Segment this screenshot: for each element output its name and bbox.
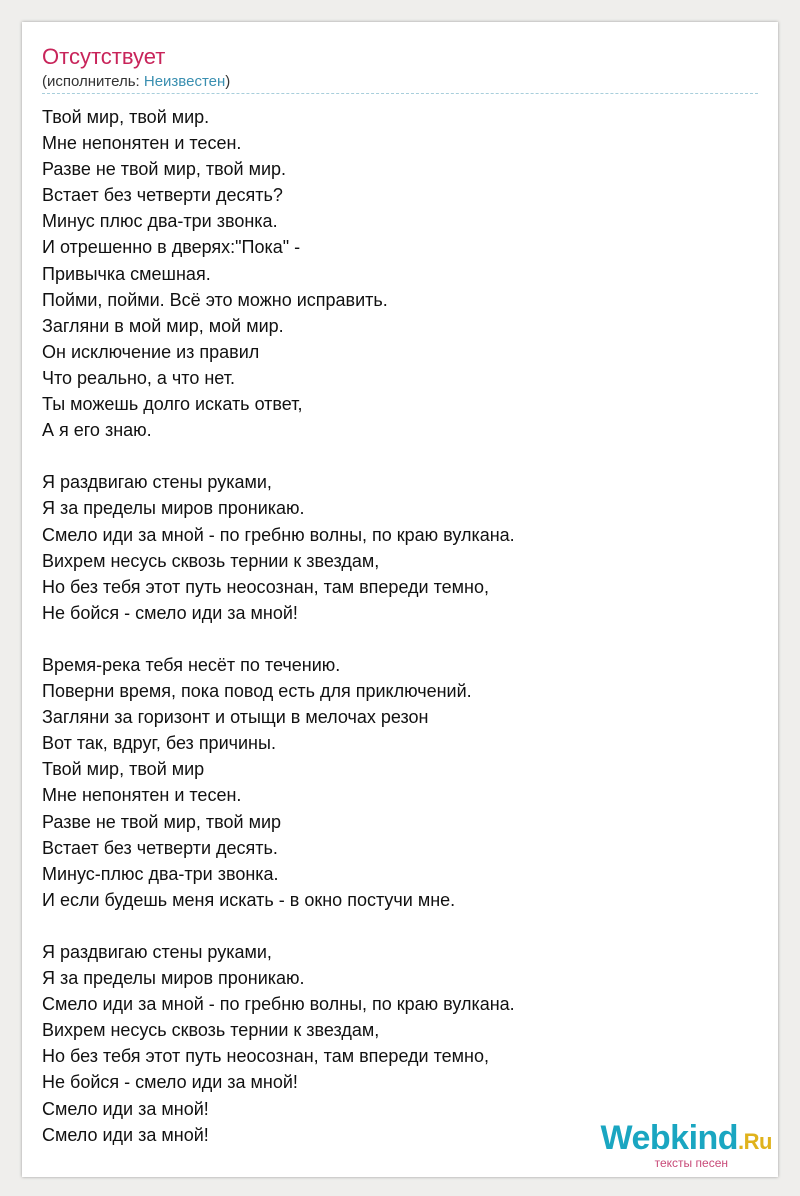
stanza (42, 939, 515, 1148)
artist-line (42, 72, 230, 92)
lyric-line: А я его знаю. (42, 420, 152, 441)
logo-tagline: тексты песен (654, 1156, 728, 1170)
lyrics-body (42, 104, 515, 1148)
lyric-line: Загляни за горизонт и отыщи в мелочах резон (42, 707, 429, 728)
lyric-line: Он исключение из правил (42, 341, 260, 362)
lyric-line: Мне непонятен и тесен. (42, 133, 242, 154)
lyric-line: Смело иди за мной - по гребню волны, по краю вулкана. (42, 524, 515, 545)
lyric-line: Я за пределы миров проникаю. (42, 968, 305, 989)
lyric-line: Вихрем несусь сквозь тернии к звездам, (42, 1020, 380, 1041)
lyric-line: Пойми, пойми. Всё это можно исправить. (42, 289, 388, 310)
lyric-line: Смело иди за мной! (42, 1098, 209, 1119)
logo-wordmark (601, 1121, 773, 1159)
lyric-line: Минус-плюс два-три звонка. (42, 863, 279, 884)
artist-suffix: ) (225, 73, 231, 90)
lyric-line: Ты можешь долго искать ответ, (42, 394, 303, 415)
lyric-line: Твой мир, твой мир (42, 759, 205, 780)
lyric-line: Привычка смешная. (42, 263, 211, 284)
lyric-line: Время-река тебя несёт по течению. (42, 654, 341, 675)
lyric-line: Не бойся - смело иди за мной! (42, 1072, 298, 1093)
artist-prefix: (исполнитель: (42, 73, 144, 90)
lyric-line: Минус плюс два-три звонка. (42, 211, 278, 232)
song-title: Отсутствует (42, 44, 166, 69)
lyric-line: Но без тебя этот путь неосознан, там впереди темно, (42, 1046, 489, 1067)
stanza (42, 469, 515, 626)
lyric-line: Я раздвигаю стены руками, (42, 942, 272, 962)
divider (42, 93, 758, 94)
logo-tld: .Ru (738, 1129, 772, 1154)
stanza (42, 104, 515, 443)
lyric-line: Вихрем несусь сквозь тернии к звездам, (42, 550, 380, 571)
lyric-line: Встает без четверти десять. (42, 837, 278, 858)
lyric-line: Что реально, а что нет. (42, 367, 235, 388)
lyric-line: Разве не твой мир, твой мир (42, 811, 282, 832)
lyric-line: Мне непонятен и тесен. (42, 785, 242, 806)
lyric-line: И если будешь меня искать - в окно постучи мне. (42, 889, 456, 910)
lyric-line: Встает без четверти десять? (42, 185, 283, 206)
lyric-line: Вот так, вдруг, без причины. (42, 733, 276, 754)
lyric-line: Не бойся - смело иди за мной! (42, 602, 298, 623)
artist-link[interactable]: Неизвестен (143, 73, 226, 90)
lyric-line: Твой мир, твой мир. (42, 107, 210, 127)
lyric-line: Смело иди за мной - по гребню волны, по краю вулкана. (42, 994, 515, 1015)
stanza (42, 652, 515, 913)
logo-brand: Webkind (600, 1119, 739, 1157)
lyric-line: Но без тебя этот путь неосознан, там впереди темно, (42, 576, 489, 597)
lyric-line: Я за пределы миров проникаю. (42, 498, 305, 519)
lyric-line: Поверни время, пока повод есть для приключений. (42, 681, 472, 702)
lyrics-card (22, 22, 778, 1177)
lyric-line: Я раздвигаю стены руками, (42, 472, 272, 493)
lyric-line: Смело иди за мной! (42, 1124, 209, 1145)
lyric-line: И отрешенно в дверях:"Пока" - (42, 237, 301, 258)
lyric-line: Загляни в мой мир, мой мир. (42, 315, 284, 336)
lyric-line: Разве не твой мир, твой мир. (42, 159, 287, 180)
webkind-logo (601, 1121, 773, 1169)
